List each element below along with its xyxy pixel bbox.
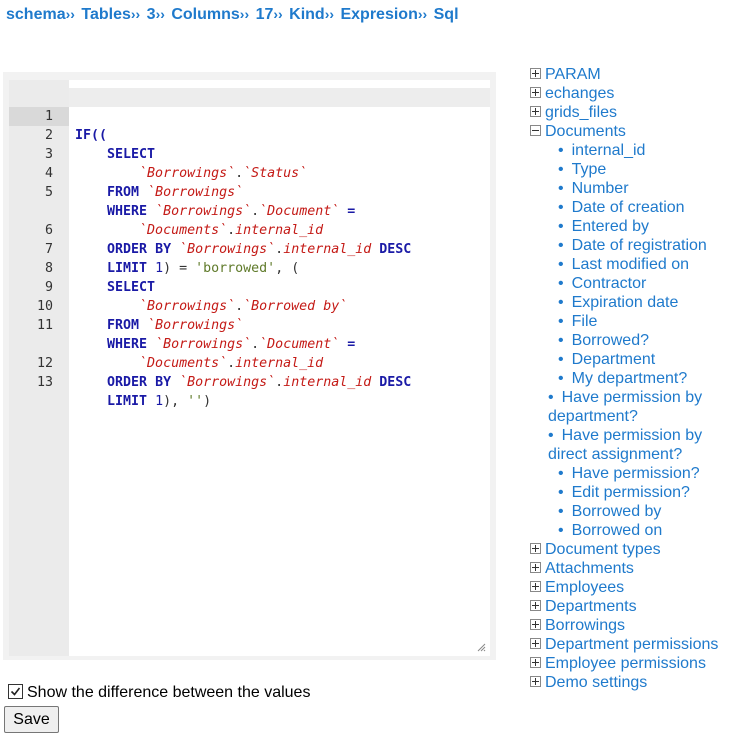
code-token: LIMIT bbox=[107, 261, 148, 276]
bullet-icon: • bbox=[548, 389, 554, 406]
bullet-icon: • bbox=[558, 522, 564, 539]
breadcrumb-separator: ›› bbox=[130, 6, 141, 22]
code-token: , ( bbox=[275, 261, 300, 276]
tree-node-label[interactable]: Employees bbox=[545, 579, 625, 596]
tree-node-echanges[interactable] bbox=[530, 84, 718, 103]
tree-leaf-label[interactable]: Contractor bbox=[571, 275, 647, 292]
tree-node-department-permissions[interactable] bbox=[530, 635, 718, 654]
expand-icon[interactable] bbox=[530, 543, 541, 554]
tree-leaf[interactable] bbox=[530, 502, 718, 521]
code-token: internal_id bbox=[235, 356, 324, 371]
breadcrumb-expresion[interactable]: Expresion bbox=[340, 6, 418, 23]
tree-leaf-label[interactable]: Have permission by bbox=[561, 427, 703, 444]
code-line bbox=[9, 88, 490, 143]
tree-leaf-label[interactable]: Department bbox=[571, 351, 656, 368]
tree-node-employees[interactable] bbox=[530, 578, 718, 597]
code-token: SELECT bbox=[107, 280, 156, 295]
bullet-icon: • bbox=[558, 161, 564, 178]
sql-editor[interactable] bbox=[9, 80, 490, 656]
expand-icon[interactable] bbox=[530, 619, 541, 630]
tree-leaf[interactable] bbox=[530, 236, 718, 255]
save-button[interactable]: Save bbox=[4, 706, 59, 733]
code-token: WHERE bbox=[107, 204, 148, 219]
show-difference-checkbox[interactable] bbox=[8, 684, 23, 699]
tree-node-document-types[interactable] bbox=[530, 540, 718, 559]
show-difference-option bbox=[8, 684, 310, 702]
code-token: . bbox=[235, 299, 244, 314]
code-token: 'borrowed' bbox=[195, 261, 276, 276]
code-token: ), bbox=[163, 394, 188, 409]
tree-node-grids-files[interactable] bbox=[530, 103, 718, 122]
breadcrumb bbox=[6, 6, 459, 24]
bullet-icon: • bbox=[558, 275, 564, 292]
bullet-icon: • bbox=[558, 142, 564, 159]
expand-icon[interactable] bbox=[530, 562, 541, 573]
tree-leaf-label[interactable]: Borrowed by bbox=[571, 503, 662, 520]
expand-icon[interactable] bbox=[530, 638, 541, 649]
code-token: '' bbox=[187, 394, 204, 409]
tree-node-label[interactable]: grids_files bbox=[545, 104, 618, 121]
expand-icon[interactable] bbox=[530, 581, 541, 592]
code-token: `Borrowings` bbox=[155, 337, 252, 352]
bullet-icon: • bbox=[558, 370, 564, 387]
code-token: `Status` bbox=[243, 166, 308, 181]
line-number: 10 bbox=[36, 299, 53, 314]
tree-node-employee-permissions[interactable] bbox=[530, 654, 718, 673]
tree-leaf-label[interactable]: My department? bbox=[571, 370, 688, 387]
tree-node-attachments[interactable] bbox=[530, 559, 718, 578]
tree-node-label[interactable]: PARAM bbox=[545, 66, 601, 83]
breadcrumb-tables[interactable]: Tables bbox=[81, 6, 131, 23]
tree-node-demo-settings[interactable] bbox=[530, 673, 718, 692]
tree-leaf-label[interactable]: Borrowed on bbox=[571, 522, 663, 539]
code-token: = bbox=[347, 204, 356, 219]
bullet-icon: • bbox=[558, 218, 564, 235]
expand-icon[interactable] bbox=[530, 68, 541, 79]
line-number: 13 bbox=[36, 375, 53, 390]
tree-leaf[interactable] bbox=[530, 255, 718, 274]
tree-leaf-label[interactable]: Number bbox=[571, 180, 629, 197]
code-token: `Borrowings` bbox=[139, 299, 236, 314]
line-number: 4 bbox=[44, 166, 53, 181]
breadcrumb-separator: ›› bbox=[239, 6, 250, 22]
expand-icon[interactable] bbox=[530, 106, 541, 117]
breadcrumb-separator: ›› bbox=[155, 6, 165, 22]
tree-leaf-label[interactable]: direct assignment? bbox=[548, 446, 683, 463]
code-token: ) bbox=[203, 394, 212, 409]
code-token: . bbox=[275, 242, 284, 257]
tree-node-param[interactable] bbox=[530, 65, 718, 84]
bullet-icon: • bbox=[558, 199, 564, 216]
tree-leaf-label[interactable]: File bbox=[571, 313, 598, 330]
breadcrumb-table-3[interactable]: 3 bbox=[146, 6, 156, 23]
code-token: . bbox=[275, 375, 284, 390]
tree-leaf-label[interactable]: department? bbox=[548, 408, 638, 425]
breadcrumb-separator: ›› bbox=[273, 6, 283, 22]
tree-node-label[interactable]: Departments bbox=[545, 598, 637, 615]
tree-leaf-continuation[interactable] bbox=[530, 445, 718, 464]
tree-leaf-label[interactable]: Date of creation bbox=[571, 199, 685, 216]
tree-node-label[interactable]: Borrowings bbox=[545, 617, 626, 634]
code-token: internal_id bbox=[283, 375, 372, 390]
bullet-icon: • bbox=[558, 503, 564, 520]
bullet-icon: • bbox=[558, 484, 564, 501]
expand-icon[interactable] bbox=[530, 87, 541, 98]
sql-editor-container bbox=[3, 72, 496, 660]
tree-leaf[interactable] bbox=[530, 388, 718, 407]
breadcrumb-separator: ›› bbox=[417, 6, 428, 22]
tree-leaf[interactable] bbox=[530, 141, 718, 160]
show-difference-label[interactable]: Show the difference between the values bbox=[27, 684, 311, 701]
expand-icon[interactable] bbox=[530, 657, 541, 668]
bullet-icon: • bbox=[558, 351, 564, 368]
tree-leaf-label[interactable]: Have permission by bbox=[561, 389, 703, 406]
line-number: 3 bbox=[44, 147, 53, 162]
line-number: 9 bbox=[44, 280, 53, 295]
code-token: . bbox=[235, 166, 244, 181]
tree-leaf-continuation[interactable] bbox=[530, 407, 718, 426]
resize-handle-icon[interactable] bbox=[476, 642, 486, 652]
bullet-icon: • bbox=[558, 237, 564, 254]
code-token: WHERE bbox=[107, 337, 148, 352]
tree-leaf-label[interactable]: Type bbox=[571, 161, 607, 178]
code-token: . bbox=[227, 356, 236, 371]
tree-leaf-label[interactable]: Date of registration bbox=[571, 237, 707, 254]
tree-leaf[interactable] bbox=[530, 312, 718, 331]
tree-leaf-label[interactable]: Expiration date bbox=[571, 294, 679, 311]
breadcrumb-kind[interactable]: Kind bbox=[289, 6, 325, 23]
tree-node-label[interactable]: Document types bbox=[545, 541, 661, 558]
breadcrumb-schema[interactable]: schema bbox=[6, 6, 66, 23]
tree-node-documents[interactable] bbox=[530, 122, 718, 141]
bullet-icon: • bbox=[558, 465, 564, 482]
code-token: DESC bbox=[379, 242, 412, 257]
code-token: `Document` bbox=[259, 337, 340, 352]
code-token: `Borrowings` bbox=[139, 166, 236, 181]
code-token: . bbox=[227, 223, 236, 238]
tree-leaf-label[interactable]: internal_id bbox=[571, 142, 646, 159]
tree-leaf-label[interactable]: Entered by bbox=[571, 218, 649, 235]
schema-tree bbox=[530, 65, 718, 692]
line-number: 5 bbox=[44, 185, 53, 200]
line-number: 2 bbox=[44, 128, 53, 143]
tree-node-label[interactable]: Attachments bbox=[545, 560, 634, 577]
code-token: FROM bbox=[107, 185, 140, 200]
code-lines bbox=[9, 88, 490, 409]
tree-leaf[interactable] bbox=[530, 464, 718, 483]
tree-leaf[interactable] bbox=[530, 160, 718, 179]
code-token: . bbox=[251, 337, 260, 352]
tree-node-borrowings[interactable] bbox=[530, 616, 718, 635]
code-token: SELECT bbox=[107, 147, 156, 162]
code-token: internal_id bbox=[283, 242, 372, 257]
line-number: 11 bbox=[36, 318, 53, 333]
bullet-icon: • bbox=[558, 294, 564, 311]
code-token: `Documents` bbox=[139, 356, 228, 371]
tree-node-label[interactable]: Department permissions bbox=[545, 636, 719, 653]
tree-leaf-label[interactable]: Have permission? bbox=[571, 465, 700, 482]
code-token: `Borrowings` bbox=[155, 204, 252, 219]
code-token: `Documents` bbox=[139, 223, 228, 238]
bullet-icon: • bbox=[548, 427, 554, 444]
tree-leaf[interactable] bbox=[530, 179, 718, 198]
code-token: internal_id bbox=[235, 223, 324, 238]
code-token: IF(( bbox=[75, 128, 108, 143]
code-token: `Borrowed by` bbox=[243, 299, 348, 314]
line-number: 8 bbox=[44, 261, 53, 276]
tree-node-label[interactable]: Demo settings bbox=[545, 674, 648, 691]
line-number: 7 bbox=[44, 242, 53, 257]
code-token: FROM bbox=[107, 318, 140, 333]
tree-node-departments[interactable] bbox=[530, 597, 718, 616]
tree-leaf[interactable] bbox=[530, 521, 718, 540]
code-token: ORDER BY bbox=[107, 375, 172, 390]
bullet-icon: • bbox=[558, 180, 564, 197]
code-token: ORDER BY bbox=[107, 242, 172, 257]
code-token: . bbox=[251, 204, 260, 219]
tree-leaf-label[interactable]: Borrowed? bbox=[571, 332, 649, 349]
code-token: 1 bbox=[155, 394, 164, 409]
tree-node-label[interactable]: Documents bbox=[545, 123, 626, 140]
tree-leaf[interactable] bbox=[530, 483, 718, 502]
code-token: `Borrowings` bbox=[147, 185, 244, 200]
tree-leaf[interactable] bbox=[530, 350, 718, 369]
line-number: 1 bbox=[9, 107, 69, 126]
tree-leaf[interactable] bbox=[530, 274, 718, 293]
code-token: = bbox=[347, 337, 356, 352]
tree-node-label[interactable]: echanges bbox=[545, 85, 615, 102]
checkmark-icon bbox=[9, 685, 22, 698]
breadcrumb-sql[interactable]: Sql bbox=[433, 6, 459, 23]
tree-node-label[interactable]: Employee permissions bbox=[545, 655, 706, 672]
code-token: `Borrowings` bbox=[147, 318, 244, 333]
tree-leaf[interactable] bbox=[530, 426, 718, 445]
tree-leaf-label[interactable]: Last modified on bbox=[571, 256, 690, 273]
breadcrumb-columns[interactable]: Columns bbox=[171, 6, 240, 23]
tree-leaf[interactable] bbox=[530, 331, 718, 350]
code-token: DESC bbox=[379, 375, 412, 390]
code-token: LIMIT bbox=[107, 394, 148, 409]
tree-leaf[interactable] bbox=[530, 217, 718, 236]
expand-icon[interactable] bbox=[530, 600, 541, 611]
code-token: 1 bbox=[155, 261, 164, 276]
breadcrumb-column-17[interactable]: 17 bbox=[255, 6, 274, 23]
bullet-icon: • bbox=[558, 256, 564, 273]
code-token: `Borrowings` bbox=[179, 375, 276, 390]
line-number: 6 bbox=[44, 223, 53, 238]
tree-leaf-label[interactable]: Edit permission? bbox=[571, 484, 690, 501]
code-token: `Document` bbox=[259, 204, 340, 219]
code-token: `Borrowings` bbox=[179, 242, 276, 257]
line-number: 12 bbox=[36, 356, 53, 371]
bullet-icon: • bbox=[558, 313, 564, 330]
tree-leaf[interactable] bbox=[530, 369, 718, 388]
breadcrumb-separator: ›› bbox=[324, 6, 335, 22]
bullet-icon: • bbox=[558, 332, 564, 349]
tree-leaf[interactable] bbox=[530, 198, 718, 217]
expand-icon[interactable] bbox=[530, 676, 541, 687]
collapse-icon[interactable] bbox=[530, 125, 541, 136]
tree-leaf[interactable] bbox=[530, 293, 718, 312]
code-token: ) = bbox=[163, 261, 196, 276]
breadcrumb-separator: ›› bbox=[65, 6, 75, 22]
